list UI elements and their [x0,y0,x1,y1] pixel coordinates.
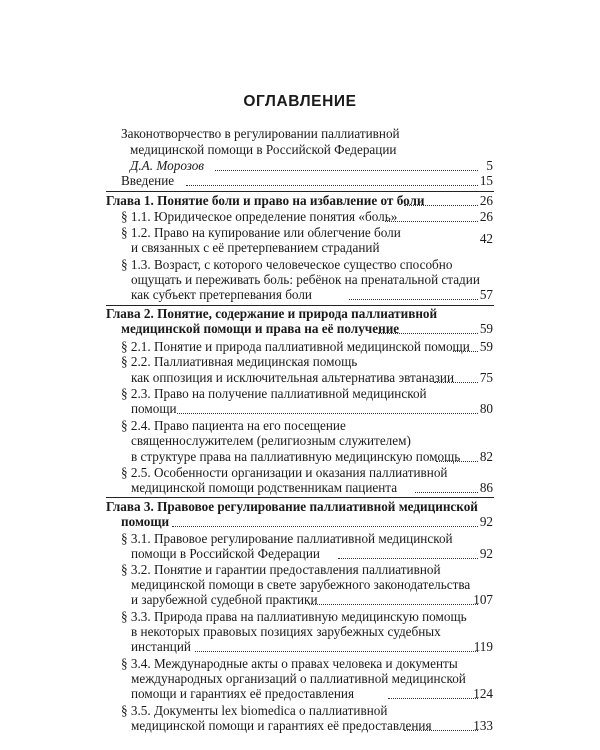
section-2-4-line-2: священнослужителем (религиозным служителем) [131,433,411,448]
section-1-3-line-2: ощущать и переживать боль: ребёнок на пренатальной стадии [131,272,480,287]
chapter-1-page: 26 [479,193,493,208]
section-3-2-leader [309,603,478,605]
section-2-5-leader [415,491,478,493]
section-2-2-leader [434,381,478,383]
section-1-2-page: 42 [479,231,493,246]
section-3-4-line-2: международных организаций о паллиативной медицинской [131,671,466,686]
section-1-3-line-1: § 1.3. Возраст, с которого человеческое существо способно [121,257,453,272]
chapter-3-page: 92 [479,514,493,529]
chapter-2-page: 59 [479,321,493,336]
section-3-4-line-3: помощи и гарантиях её предоставления [131,686,355,701]
section-rule [106,497,494,498]
section-3-2-line-3: и зарубежной судебной практики [131,592,318,607]
section-3-3-page: 119 [473,639,493,654]
section-3-1-leader [338,557,478,559]
chapter-3-line-1: Глава 3. Правовое регулирование паллиативной медицинской [106,499,478,514]
section-2-2-page: 75 [479,370,493,385]
section-3-2-line-1: § 3.2. Понятие и гарантии предоставления паллиативной [121,562,441,577]
section-2-3-page: 80 [479,401,493,416]
section-2-2-line-2: как оппозиция и исключительная альтернатива эвтаназии [131,370,455,385]
section-2-5-page: 86 [479,480,493,495]
section-3-1-line-2: помощи в Российской Федерации [131,546,320,561]
section-rule [106,191,494,192]
section-2-4-page: 82 [479,449,493,464]
chapter-2-line-1: Глава 2. Понятие, содержание и природа паллиативной [106,306,438,321]
section-3-3-line-1: § 3.3. Природа права на паллиативную медицинскую помощь [121,609,467,624]
section-3-2-line-2: медицинской помощи в свете зарубежного законодательства [131,577,471,592]
section-3-4-page: 124 [473,686,493,701]
intro-page: 5 [486,158,493,173]
section-3-1-line-1: § 3.1. Правовое регулирование паллиативной медицинской [121,531,453,546]
section-3-4-line-1: § 3.4. Международные акты о правах человека и документы [121,656,458,671]
intro-line-2: медицинской помощи в Российской Федерации [130,142,397,157]
section-3-5-page: 133 [473,718,493,733]
intro-author: Д.А. Морозов [130,158,205,173]
vvedenie-leader [186,184,478,186]
chapter-3-line-2: помощи [121,514,170,529]
section-3-2-page: 107 [473,592,493,607]
section-1-1-leader [385,220,478,222]
section-3-5-line-2: медицинской помощи и гарантиях её предоставления [131,718,432,733]
section-2-5-line-1: § 2.5. Особенности организации и оказания паллиативной [121,465,448,480]
section-2-4-line-3: в структуре права на паллиативную медицинскую помощь [131,449,461,464]
section-3-5-leader [404,729,478,731]
section-2-3-line-2: помощи [131,401,177,416]
section-2-5-line-2: медицинской помощи родственникам пациента [131,480,398,495]
section-2-1-leader [453,350,478,352]
section-3-3-line-3: инстанций [131,639,191,654]
vvedenie-page: 15 [479,173,493,188]
section-2-4-leader [436,460,478,462]
section-1-2-line-1: § 1.2. Право на купирование или облегчение боли [121,225,401,240]
section-3-1-page: 92 [479,546,493,561]
section-1-1: § 1.1. Юридическое определение понятия «боль» [121,209,398,224]
intro-line-1: Законотворчество в регулировании паллиативной [121,126,400,141]
section-2-3-line-1: § 2.3. Право на получение паллиативной медицинской [121,386,427,401]
section-1-3-page: 57 [479,287,493,302]
section-3-4-leader [388,697,478,699]
section-1-2-line-2: и связанных с её претерпеванием страданий [131,240,380,255]
section-2-1-page: 59 [479,339,493,354]
section-2-1: § 2.1. Понятие и природа паллиативной медицинской помощи [121,339,470,354]
section-1-3-leader [349,298,478,300]
section-3-3-line-2: в некоторых правовых позициях зарубежных судебных [131,624,441,639]
page-title: ОГЛАВЛЕНИЕ [243,93,357,110]
section-3-3-leader [195,650,478,652]
section-2-2-line-1: § 2.2. Паллиативная медицинская помощь [121,354,358,369]
chapter-1-leader [404,204,478,206]
section-1-3-line-3: как субъект претерпевания боли [131,287,312,302]
section-1-1-page: 26 [479,209,493,224]
chapter-1-title: Глава 1. Понятие боли и право на избавление от боли [106,193,425,208]
intro-leader [215,169,478,171]
chapter-2-leader [378,332,478,334]
section-2-3-leader [177,412,478,414]
chapter-3-leader [172,525,478,527]
section-2-4-line-1: § 2.4. Право пациента на его посещение [121,418,346,433]
vvedenie-label: Введение [121,173,175,188]
chapter-2-line-2: медицинской помощи и права на её получение [121,321,400,336]
section-3-5-line-1: § 3.5. Документы lex biomedica о паллиативной [121,703,388,718]
